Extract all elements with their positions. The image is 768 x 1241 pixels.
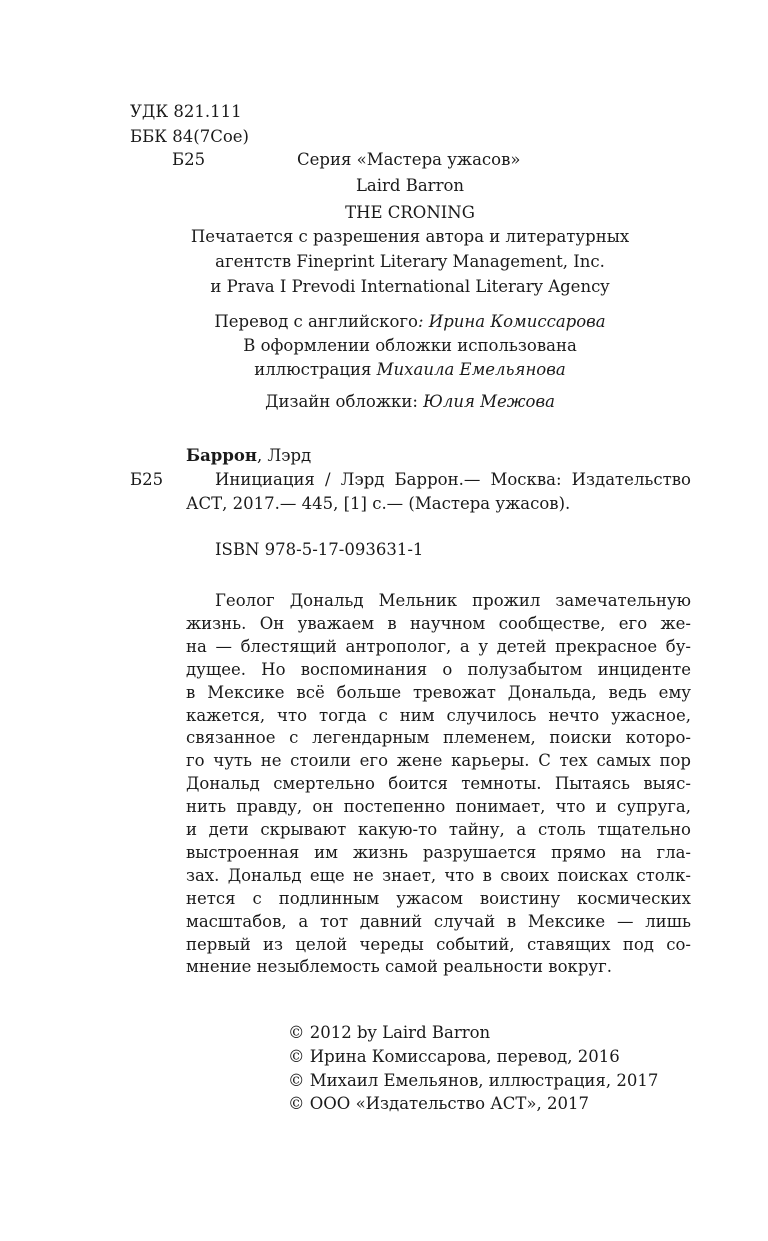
annotation-line: нить правду, он постепенно понимает, что и супруга, <box>186 797 691 817</box>
annotation-line: Геолог Дональд Мельник прожил замечательную <box>215 591 691 610</box>
copyright-line: © ООО «Издательство АСТ», 2017 <box>288 1094 589 1113</box>
annotation-line: зах. Дональд еще не знает, что в своих поисках столк- <box>186 865 691 885</box>
cover-credit-prefix: иллюстрация <box>254 360 377 379</box>
illustrator-name: Михаила Емельянова <box>376 360 566 379</box>
translation-label: Перевод с английского <box>214 312 418 331</box>
catalog-line: Инициация / Лэрд Баррон.— Москва: Издательство <box>215 470 691 489</box>
cover-credit-line: В оформлении обложки использована <box>243 336 577 355</box>
design-label: Дизайн обложки: <box>265 392 424 411</box>
annotation-line: масштабов, а тот давний случай в Мексике — лишь <box>186 911 691 931</box>
annotation-line: мнение незыблемость самой реальности вокруг. <box>186 957 612 977</box>
cover-credit <box>120 358 700 382</box>
author-mark: Б25 <box>172 150 206 169</box>
isbn: ISBN 978-5-17-093631-1 <box>215 540 424 559</box>
author-name: , Лэрд <box>256 446 312 465</box>
catalog-line: АСТ, 2017.— 445, [1] с.— (Мастера ужасов). <box>186 494 571 513</box>
annotation-line: связанное с легендарным племенем, поиски которо- <box>186 728 691 748</box>
rights-line: агентств Fineprint Literary Management, Inc. <box>215 252 605 271</box>
annotation-line: на — блестящий антрополог, а у детей прекрасное бу- <box>186 636 691 656</box>
catalog-author <box>186 444 311 468</box>
annotation-line: и дети скрывают какую-то тайну, а столь тщательно <box>186 820 691 839</box>
translator-name: : Ирина Комиссарова <box>418 312 606 331</box>
original-author: Laird Barron <box>355 176 465 195</box>
original-title: THE CRONING <box>345 203 475 222</box>
udk-code: УДК 821.111 <box>130 102 242 121</box>
catalog-mark: Б25 <box>130 470 164 489</box>
series-title: Серия «Мастера ужасов» <box>297 150 521 169</box>
annotation-line: кажется, что тогда с ним случилось нечто ужасное, <box>186 705 691 725</box>
rights-line: и Prava I Prevodi International Literary Agency <box>210 277 610 296</box>
translation-credit <box>120 310 700 334</box>
rights-line: Печатается с разрешения автора и литературных <box>190 227 630 246</box>
designer-name: Юлия Межова <box>423 392 555 411</box>
annotation-line: Дональд смертельно боится темноты. Пытаясь выяс- <box>186 774 691 794</box>
annotation-line: нется с подлинным ужасом воистину космических <box>186 888 691 908</box>
bbk-code: ББК 84(7Сое) <box>130 127 249 146</box>
annotation-line: жизнь. Он уважаем в научном сообществе, его же- <box>186 613 691 633</box>
annotation-line: дущее. Но воспоминания о полузабытом инциденте <box>186 659 691 679</box>
annotation-line: выстроенная им жизнь разрушается прямо на гла- <box>186 842 691 862</box>
copyright-line: © Михаил Емельянов, иллюстрация, 2017 <box>288 1071 659 1090</box>
annotation-line: первый из целой череды событий, ставящих под со- <box>186 934 691 954</box>
copyright-line: © Ирина Комиссарова, перевод, 2016 <box>288 1047 620 1066</box>
annotation-line: в Мексике всё больше тревожат Дональда, ведь ему <box>186 682 691 702</box>
author-surname: Баррон <box>186 446 257 465</box>
copyright-line: © 2012 by Laird Barron <box>288 1023 491 1042</box>
annotation-line: го чуть не стоили его жене карьеры. С тех самых пор <box>186 751 691 771</box>
design-credit <box>120 390 700 414</box>
